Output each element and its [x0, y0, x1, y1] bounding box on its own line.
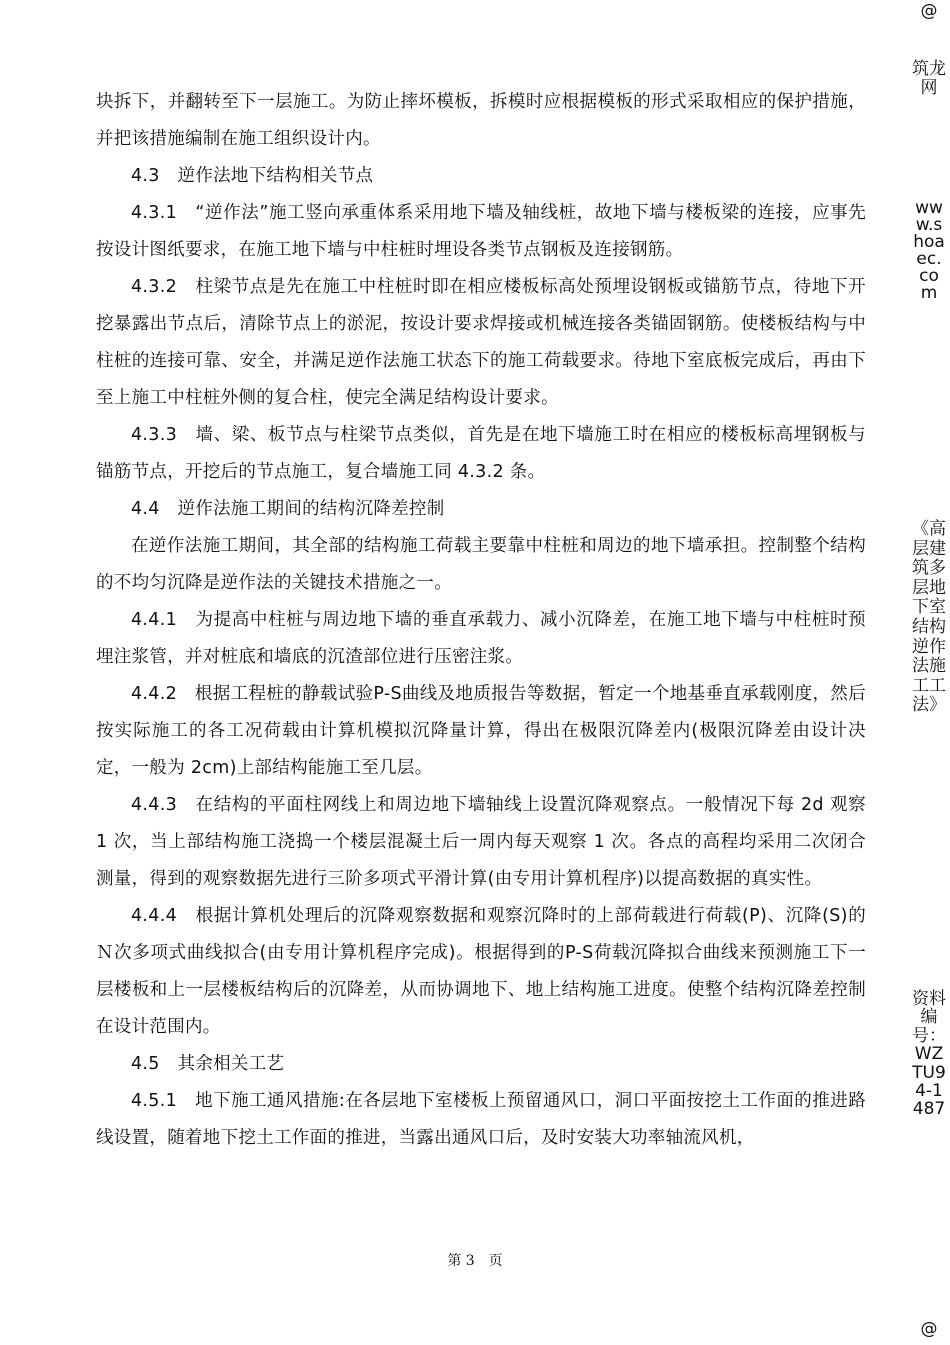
paragraph-4-4-intro: 在逆作法施工期间，其全部的结构施工荷载主要靠中柱桩和周边的地下墙承担。控制整个结构的不均匀沉降是逆作法的关键技术措施之一。 — [96, 536, 866, 593]
paragraph-4-4-1: 4.4.1 为提高中柱桩与周边地下墙的垂直承载力、减小沉降差，在施工地下墙与中柱桩时预埋注浆管，并对桩底和墙底的沉渣部位进行压密注浆。 — [96, 610, 866, 667]
paragraph-4-4-2: 4.4.2 根据工程桩的静载试验P-S曲线及地质报告等数据，暂定一个地基垂直承载刚度，然后按实际施工的各工况荷载由计算机模拟沉降量计算，得出在极限沉降差内(极限沉降差由设计决定，一般为 2cm)上部结构能施工至几层。 — [96, 684, 866, 778]
watermark-site-name: 筑龙网 — [912, 59, 946, 98]
body-text — [96, 84, 866, 1157]
paragraph-continuation: 块拆下，并翻转至下一层施工。为防止摔坏模板，拆模时应根据模板的形式采取相应的保护措施，并把该措施编制在施工组织设计内。 — [96, 92, 866, 149]
watermark-doc-code: 资料编号：WZTU94-1487 — [912, 989, 946, 1120]
watermark-at-bottom: @ — [920, 1319, 938, 1339]
watermark-site-url: www.shoaec.com — [913, 198, 945, 303]
section-heading-4-4: 4.4 逆作法施工期间的结构沉降差控制 — [131, 499, 445, 519]
page-number: 第 3 页 — [447, 1253, 503, 1269]
paragraph-4-4-3: 4.4.3 在结构的平面柱网线上和周边地下墙轴线上设置沉降观察点。一般情况下每 2d 观察 1 次，当上部结构施工浇捣一个楼层混凝土后一周内每天观察 1 次。各点的高程均采用二次闭合测量，得到的观察数据先进行三阶多项式平滑计算(由专用计算机程序)以提高数据的真实性。 — [96, 795, 866, 889]
paragraph-4-4-4: 4.4.4 根据计算机处理后的沉降观察数据和观察沉降时的上部荷载进行荷载(P)、沉降(S)的Ｎ次多项式曲线拟合(由专用计算机程序完成)。根据得到的P-S荷载沉降拟合曲线来预测施工下一层楼板和上一层楼板结构后的沉降差，从而协调地下、地上结构施工进度。使整个结构沉降差控制在设计范围内。 — [96, 906, 866, 1037]
paragraph-4-3-1: 4.3.1 “逆作法”施工竖向承重体系采用地下墙及轴线桩，故地下墙与楼板梁的连接，应事先按设计图纸要求，在施工地下墙与中柱桩时埋设各类节点钢板及连接钢筋。 — [96, 203, 866, 260]
paragraph-4-5-1: 4.5.1 地下施工通风措施:在各层地下室楼板上预留通风口，洞口平面按挖土工作面的推进路线设置，随着地下挖土工作面的推进，当露出通风口后，及时安装大功率轴流风机， — [96, 1091, 866, 1148]
section-heading-4-5: 4.5 其余相关工艺 — [131, 1054, 285, 1074]
paragraph-4-3-3: 4.3.3 墙、梁、板节点与柱梁节点类似，首先是在地下墙施工时在相应的楼板标高埋钢板与锚筋节点，开挖后的节点施工，复合墙施工同 4.3.2 条。 — [96, 425, 866, 482]
section-heading-4-3: 4.3 逆作法地下结构相关节点 — [131, 166, 374, 186]
paragraph-4-3-2: 4.3.2 柱梁节点是先在施工中柱桩时即在相应楼板标高处预埋设钢板或锚筋节点，待地下开挖暴露出节点后，清除节点上的淤泥，按设计要求焊接或机械连接各类锚固钢筋。使楼板结构与中柱桩的连接可靠、安全，并满足逆作法施工状态下的施工荷载要求。待地下室底板完成后，再由下至上施工中柱桩外侧的复合柱，使完全满足结构设计要求。 — [96, 277, 866, 408]
watermark-doc-title: 《高层建筑多层地下室结构逆作法施工工法》 — [912, 519, 946, 716]
watermark-at-top: @ — [920, 1, 938, 21]
